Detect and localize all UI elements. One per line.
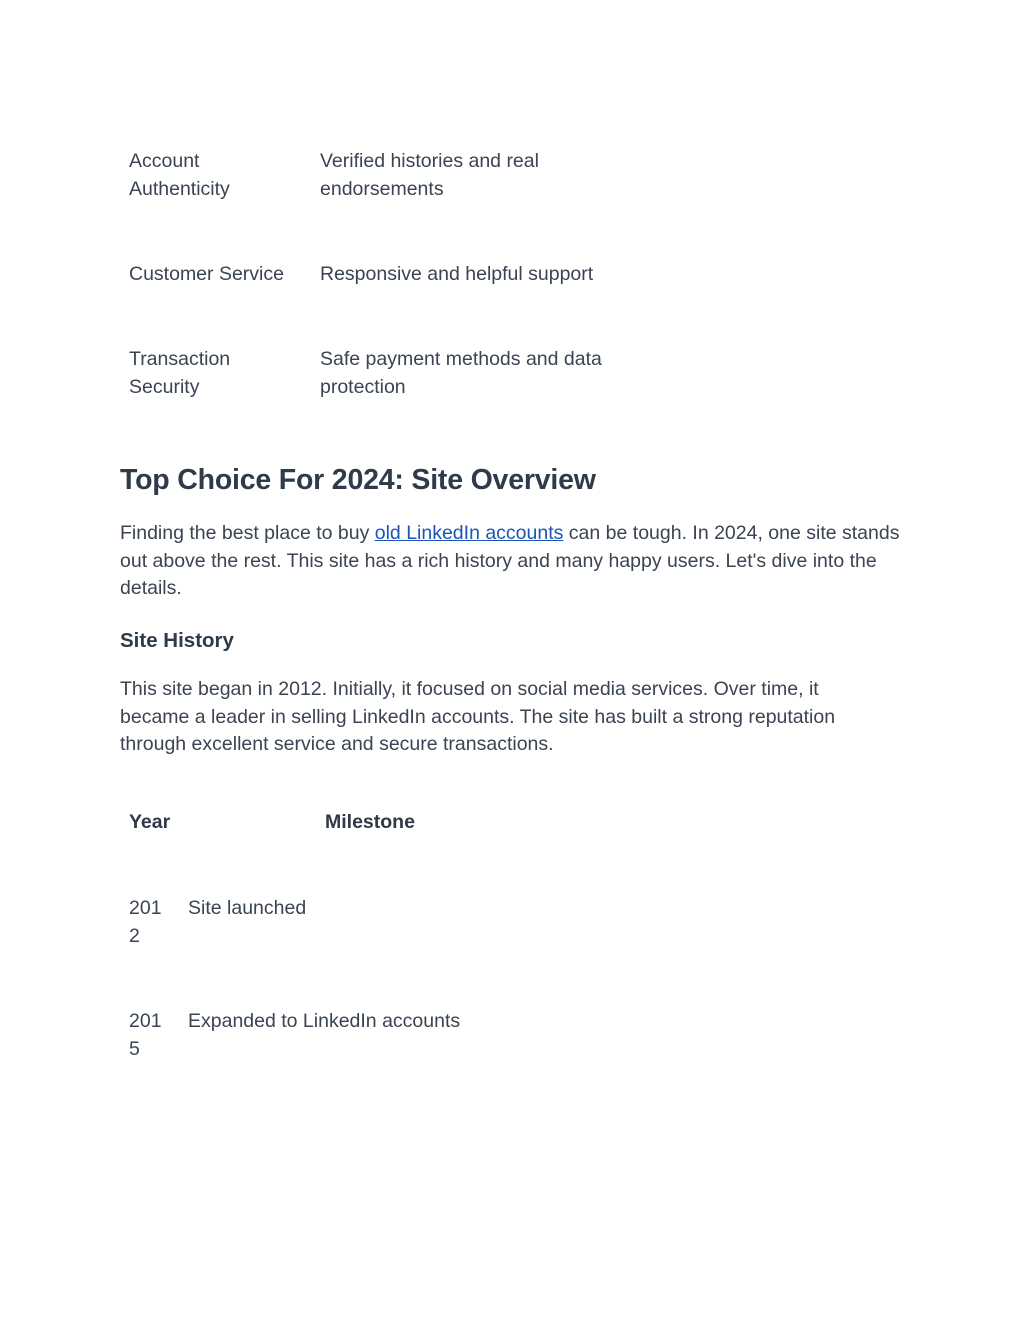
milestones-row-1-milestone: Site launched: [188, 897, 307, 919]
old-linkedin-accounts-link[interactable]: old LinkedIn accounts: [374, 522, 564, 544]
history-heading: Site History: [120, 629, 234, 652]
features-row-1-description: Verified histories and real endorsements: [320, 150, 539, 200]
overview-paragraph: [120, 520, 910, 603]
overview-intro-before-link: Finding the best place to buy: [120, 522, 375, 544]
features-row-2-description: Responsive and helpful support: [320, 263, 594, 285]
features-row-3-description: Safe payment methods and data protection: [320, 348, 602, 398]
milestones-header-milestone: Milestone: [325, 811, 415, 833]
milestones-header-year: Year: [129, 811, 171, 833]
overview-intro-after-link: can be tough. In 2024, one site stands out above the rest. This site has a rich history and many happy users. Let's dive into the details.: [120, 522, 900, 600]
features-row-2-feature: Customer Service: [129, 263, 284, 285]
milestones-row-1-year: 2012: [129, 897, 162, 947]
milestones-row-2-milestone: Expanded to LinkedIn accounts: [188, 1010, 461, 1032]
features-row-3-feature: Transaction Security: [129, 348, 231, 398]
history-paragraph: This site began in 2012. Initially, it focused on social media services. Over time, it became a leader in selling LinkedIn accounts. The site has built a strong reputation through excellent service and secure transactions.: [120, 678, 836, 756]
overview-heading: Top Choice For 2024: Site Overview: [120, 464, 596, 496]
features-row-1-feature: Account Authenticity: [129, 150, 230, 200]
milestones-row-2-year: 2015: [129, 1010, 162, 1060]
